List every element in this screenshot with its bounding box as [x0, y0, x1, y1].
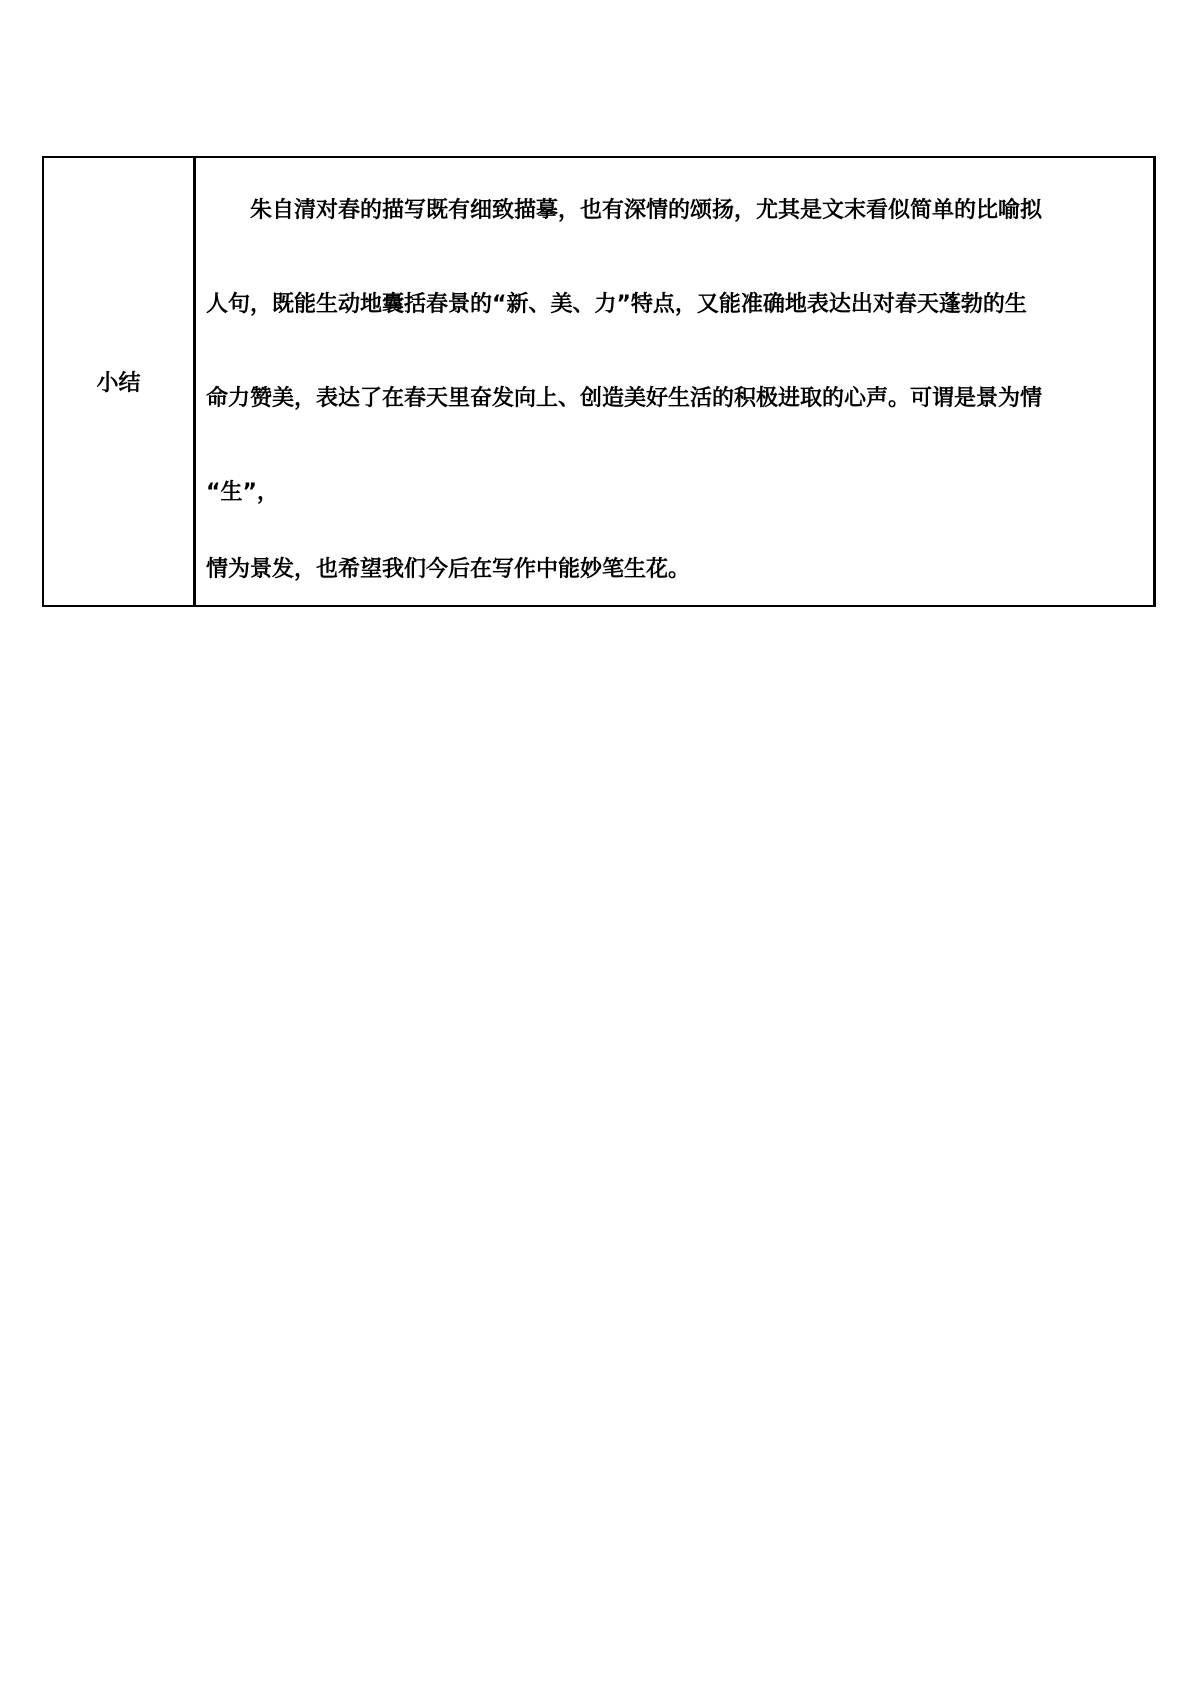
- table-row: [43, 157, 1155, 606]
- paragraph-line: 朱自清对春的描写既有细致描摹，也有深情的颂扬，尤其是文末看似简单的比喻拟: [250, 197, 1043, 223]
- paragraph-line: 情为景发，也希望我们今后在写作中能妙笔生花。: [206, 556, 691, 582]
- summary-table: [42, 156, 1156, 607]
- paragraph-line: 命力赞美，表达了在春天里奋发向上、创造美好生活的积极进取的心声。可谓是景为情: [206, 385, 1043, 411]
- paragraph-line: “生”，: [206, 479, 279, 505]
- paragraph-line: 人句，既能生动地囊括春景的“新、美、力”特点，又能准确地表达出对春天蓬勃的生: [206, 291, 1027, 317]
- summary-text-cell: [195, 157, 1155, 606]
- row-label: 小结: [43, 157, 195, 606]
